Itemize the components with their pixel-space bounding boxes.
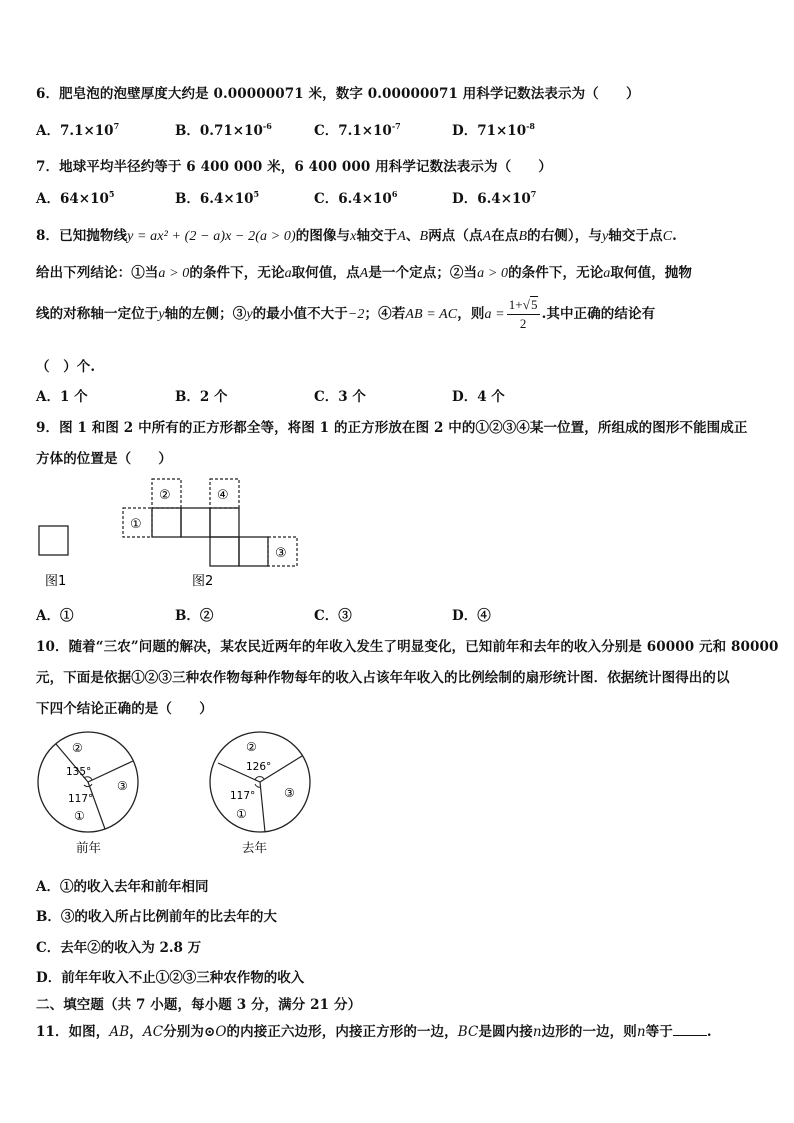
q9-line-2: 方体的位置是（ ） [36, 451, 172, 467]
q10-option-c[interactable]: C．去年②的收入为 2.8 万 [36, 940, 202, 956]
angle-arc [255, 777, 264, 780]
q6-option-a[interactable] [36, 119, 119, 139]
q7-option-b-exp: 5 [253, 189, 260, 199]
figure2-caption: 图2 [192, 574, 214, 589]
q8-fraction: $\frac{1+√5}{2}$ [508, 297, 538, 331]
q8-value: −2 [347, 307, 365, 322]
q8-equation: a = [484, 307, 505, 322]
q8-var-y: y [601, 229, 609, 244]
q6-option-b-exp: -6 [262, 121, 272, 131]
sector-1-label: ① [74, 809, 85, 823]
q11-text: . [706, 1024, 712, 1040]
q6-option-a-text: A．7.1×10 [36, 123, 114, 139]
q8-var-a: a [284, 266, 292, 281]
q6-option-a-exp: 7 [113, 121, 120, 131]
q6-option-d-exp: -8 [526, 121, 535, 131]
q10-line-1: 10．随着“三农”问题的解决，某农民近两年的年收入发生了明显变化，已知前年和去年的收入分别是 60000 元和 80000 [36, 639, 779, 655]
q8-text: 在点 [491, 228, 519, 244]
q8-point-a: A [359, 266, 369, 281]
q7-option-c-text: C．6.4×10 [314, 191, 392, 207]
q8-var-y: y [246, 307, 253, 322]
q8-text: 轴交于 [356, 228, 398, 244]
sector-3-label: ③ [117, 779, 128, 793]
q8-text: 取何值，抛物 [610, 265, 693, 281]
q7-option-d[interactable] [452, 187, 536, 207]
q8-condition: a > 0 [477, 266, 509, 281]
q6-option-c-text: C．7.1×10 [314, 123, 392, 139]
q6-option-d[interactable] [452, 119, 535, 139]
q11-segment-ac: AC [142, 1024, 164, 1040]
q8-text: 的图像与 [295, 228, 351, 244]
pie-divider [260, 782, 265, 832]
q8-point-c: C [662, 229, 673, 244]
q9-option-c[interactable]: C．③ [314, 608, 352, 624]
q8-equation: AB = AC [405, 307, 458, 322]
q11-answer-blank[interactable] [673, 1023, 707, 1036]
q8-point-a: A [397, 229, 406, 244]
q11-segment-ab: AB [109, 1024, 130, 1040]
q7-option-a-text: A．64×10 [36, 191, 109, 207]
q10-option-b[interactable]: B．③的收入所占比例前年的比去年的大 [36, 909, 277, 925]
q7-option-a-exp: 5 [108, 189, 115, 199]
figure2-net [152, 508, 268, 566]
q8-point-b: B [419, 229, 429, 244]
q8-line-3 [36, 296, 655, 333]
q8-text: 取何值，点 [291, 265, 360, 281]
q8-parabola-equation: y = ax² + (2 − a)x − 2(a > 0) [127, 229, 296, 244]
angle-1-label: 117° [230, 790, 256, 802]
q8-option-a[interactable]: A．1 个 [36, 389, 88, 405]
q11-var-n: n [636, 1024, 646, 1040]
q9-option-a[interactable]: A．① [36, 608, 74, 624]
q7-option-b[interactable] [175, 187, 259, 207]
q6-option-d-text: D．71×10 [452, 123, 527, 139]
q10-option-d[interactable]: D．前年年收入不止①②③三种农作物的收入 [36, 970, 305, 986]
q7-stem: 7．地球平均半径约等于 6 400 000 米，6 400 000 用科学记数法表示为（ ） [36, 159, 552, 175]
q8-fraction-denominator: 2 [519, 316, 527, 331]
q11-text: 等于 [645, 1024, 673, 1040]
angle-2-label: 135° [66, 766, 92, 778]
q9-line-1: 9．图 1 和图 2 中所有的正方形都全等，将图 1 的正方形放在图 2 中的①②③④某一位置，所组成的图形不能围成正 [36, 420, 748, 436]
sector-2-label: ② [72, 741, 83, 755]
section-2-heading: 二、填空题（共 7 小题，每小题 3 分，满分 21 分） [36, 997, 362, 1013]
q8-sqrt-radicand: 5 [530, 297, 538, 312]
q8-fraction-numerator: 1+ [508, 297, 523, 312]
q6-option-c-exp: -7 [391, 121, 401, 131]
q10-line-3: 下四个结论正确的是（ ） [36, 701, 213, 717]
q7-option-b-text: B．6.4×10 [175, 191, 254, 207]
sector-3-label: ③ [284, 786, 295, 800]
q8-var-x: x [350, 229, 357, 244]
net-square [210, 537, 239, 566]
q11-text: 是圆内接 [478, 1024, 533, 1040]
sector-2-label: ② [246, 740, 257, 754]
q11-var-n: n [532, 1024, 542, 1040]
q8-condition: a > 0 [158, 266, 190, 281]
q8-text: 给出下列结论：①当 [36, 265, 159, 281]
q7-option-c[interactable] [314, 187, 397, 207]
sector-1-label: ① [236, 807, 247, 821]
q8-text: 8．已知抛物线 [36, 228, 128, 244]
q8-line-1 [36, 224, 677, 245]
q8-var-y: y [158, 307, 165, 322]
net-square [239, 537, 268, 566]
angle-arc [84, 784, 92, 787]
position-4-label: ④ [217, 488, 229, 503]
q11-text: 11．如图， [36, 1024, 110, 1040]
q6-stem: 6．肥皂泡的泡壁厚度大约是 0.00000071 米，数字 0.00000071 用科学记数法表示为（ ） [36, 86, 640, 102]
q9-figure [30, 474, 320, 596]
q7-option-a[interactable] [36, 187, 114, 207]
q8-option-c[interactable]: C．3 个 [314, 389, 366, 405]
q8-text: .其中正确的结论有 [541, 306, 656, 322]
position-1-label: ① [130, 517, 142, 532]
q8-point-b: B [518, 229, 528, 244]
q11-text: 分别为⊙ [163, 1024, 216, 1040]
q7-option-d-exp: 7 [530, 189, 537, 199]
pie-chart-last-year [206, 728, 318, 858]
q8-var-a: a [603, 266, 611, 281]
angle-2-label: 126° [246, 761, 272, 773]
q9-option-b[interactable]: B．② [175, 608, 214, 624]
q8-option-d[interactable]: D．4 个 [452, 389, 505, 405]
q10-option-a[interactable]: A．①的收入去年和前年相同 [36, 879, 209, 895]
q8-line-4: （ ）个. [36, 359, 96, 375]
angle-1-label: 117° [68, 793, 94, 805]
q6-option-b-text: B．0.71×10 [175, 123, 263, 139]
q11-segment-bc: BC [457, 1024, 479, 1040]
q11-text: 边形的一边，则 [541, 1024, 637, 1040]
net-square [152, 508, 181, 537]
q8-line-2 [36, 261, 692, 282]
net-square [181, 508, 210, 537]
pie-caption-last-year: 去年 [242, 840, 268, 855]
pie-caption-previous-year: 前年 [76, 840, 102, 855]
q8-text: ；④若 [364, 306, 406, 322]
q7-option-c-exp: 6 [391, 189, 398, 199]
q8-text: 两点（点 [428, 228, 483, 244]
q9-option-d[interactable]: D．④ [452, 608, 491, 624]
figure1-caption: 图1 [45, 574, 67, 589]
position-2-label: ② [159, 488, 171, 503]
q8-text: 线的对称轴一定位于 [36, 306, 159, 322]
q8-text: . [672, 228, 677, 244]
q6-option-b[interactable] [175, 119, 272, 139]
q11-text: 的内接正六边形，内接正方形的一边， [226, 1024, 458, 1040]
net-square [210, 508, 239, 537]
q8-text: 的条件下，无论 [189, 265, 285, 281]
q8-text: 轴的左侧；③ [164, 306, 247, 322]
q11-text: ， [129, 1024, 143, 1040]
q8-text: 的条件下，无论 [508, 265, 604, 281]
q8-text: 的最小值不大于 [252, 306, 348, 322]
q11-line [36, 1020, 712, 1040]
q8-text: ，则 [457, 306, 485, 322]
q8-text: 轴交于点 [608, 228, 663, 244]
q8-option-b[interactable]: B．2 个 [175, 389, 228, 405]
q11-circle-o: O [215, 1024, 227, 1040]
position-3-label: ③ [275, 546, 287, 561]
figure1-square [39, 526, 68, 555]
q10-line-2: 元，下面是依据①②③三种农作物每种作物每年的收入占该年年收入的比例绘制的扇形统计图．依据统计图得出的以 [36, 670, 730, 686]
q6-option-c[interactable] [314, 119, 401, 139]
q7-option-d-text: D．6.4×10 [452, 191, 531, 207]
pie-divider [88, 782, 105, 829]
q8-text: 的右侧），与 [527, 228, 602, 244]
q8-text: 、 [405, 228, 420, 244]
pie-chart-previous-year [34, 728, 146, 858]
q8-text: 是一个定点；②当 [368, 265, 478, 281]
q8-point-a: A [482, 229, 492, 244]
